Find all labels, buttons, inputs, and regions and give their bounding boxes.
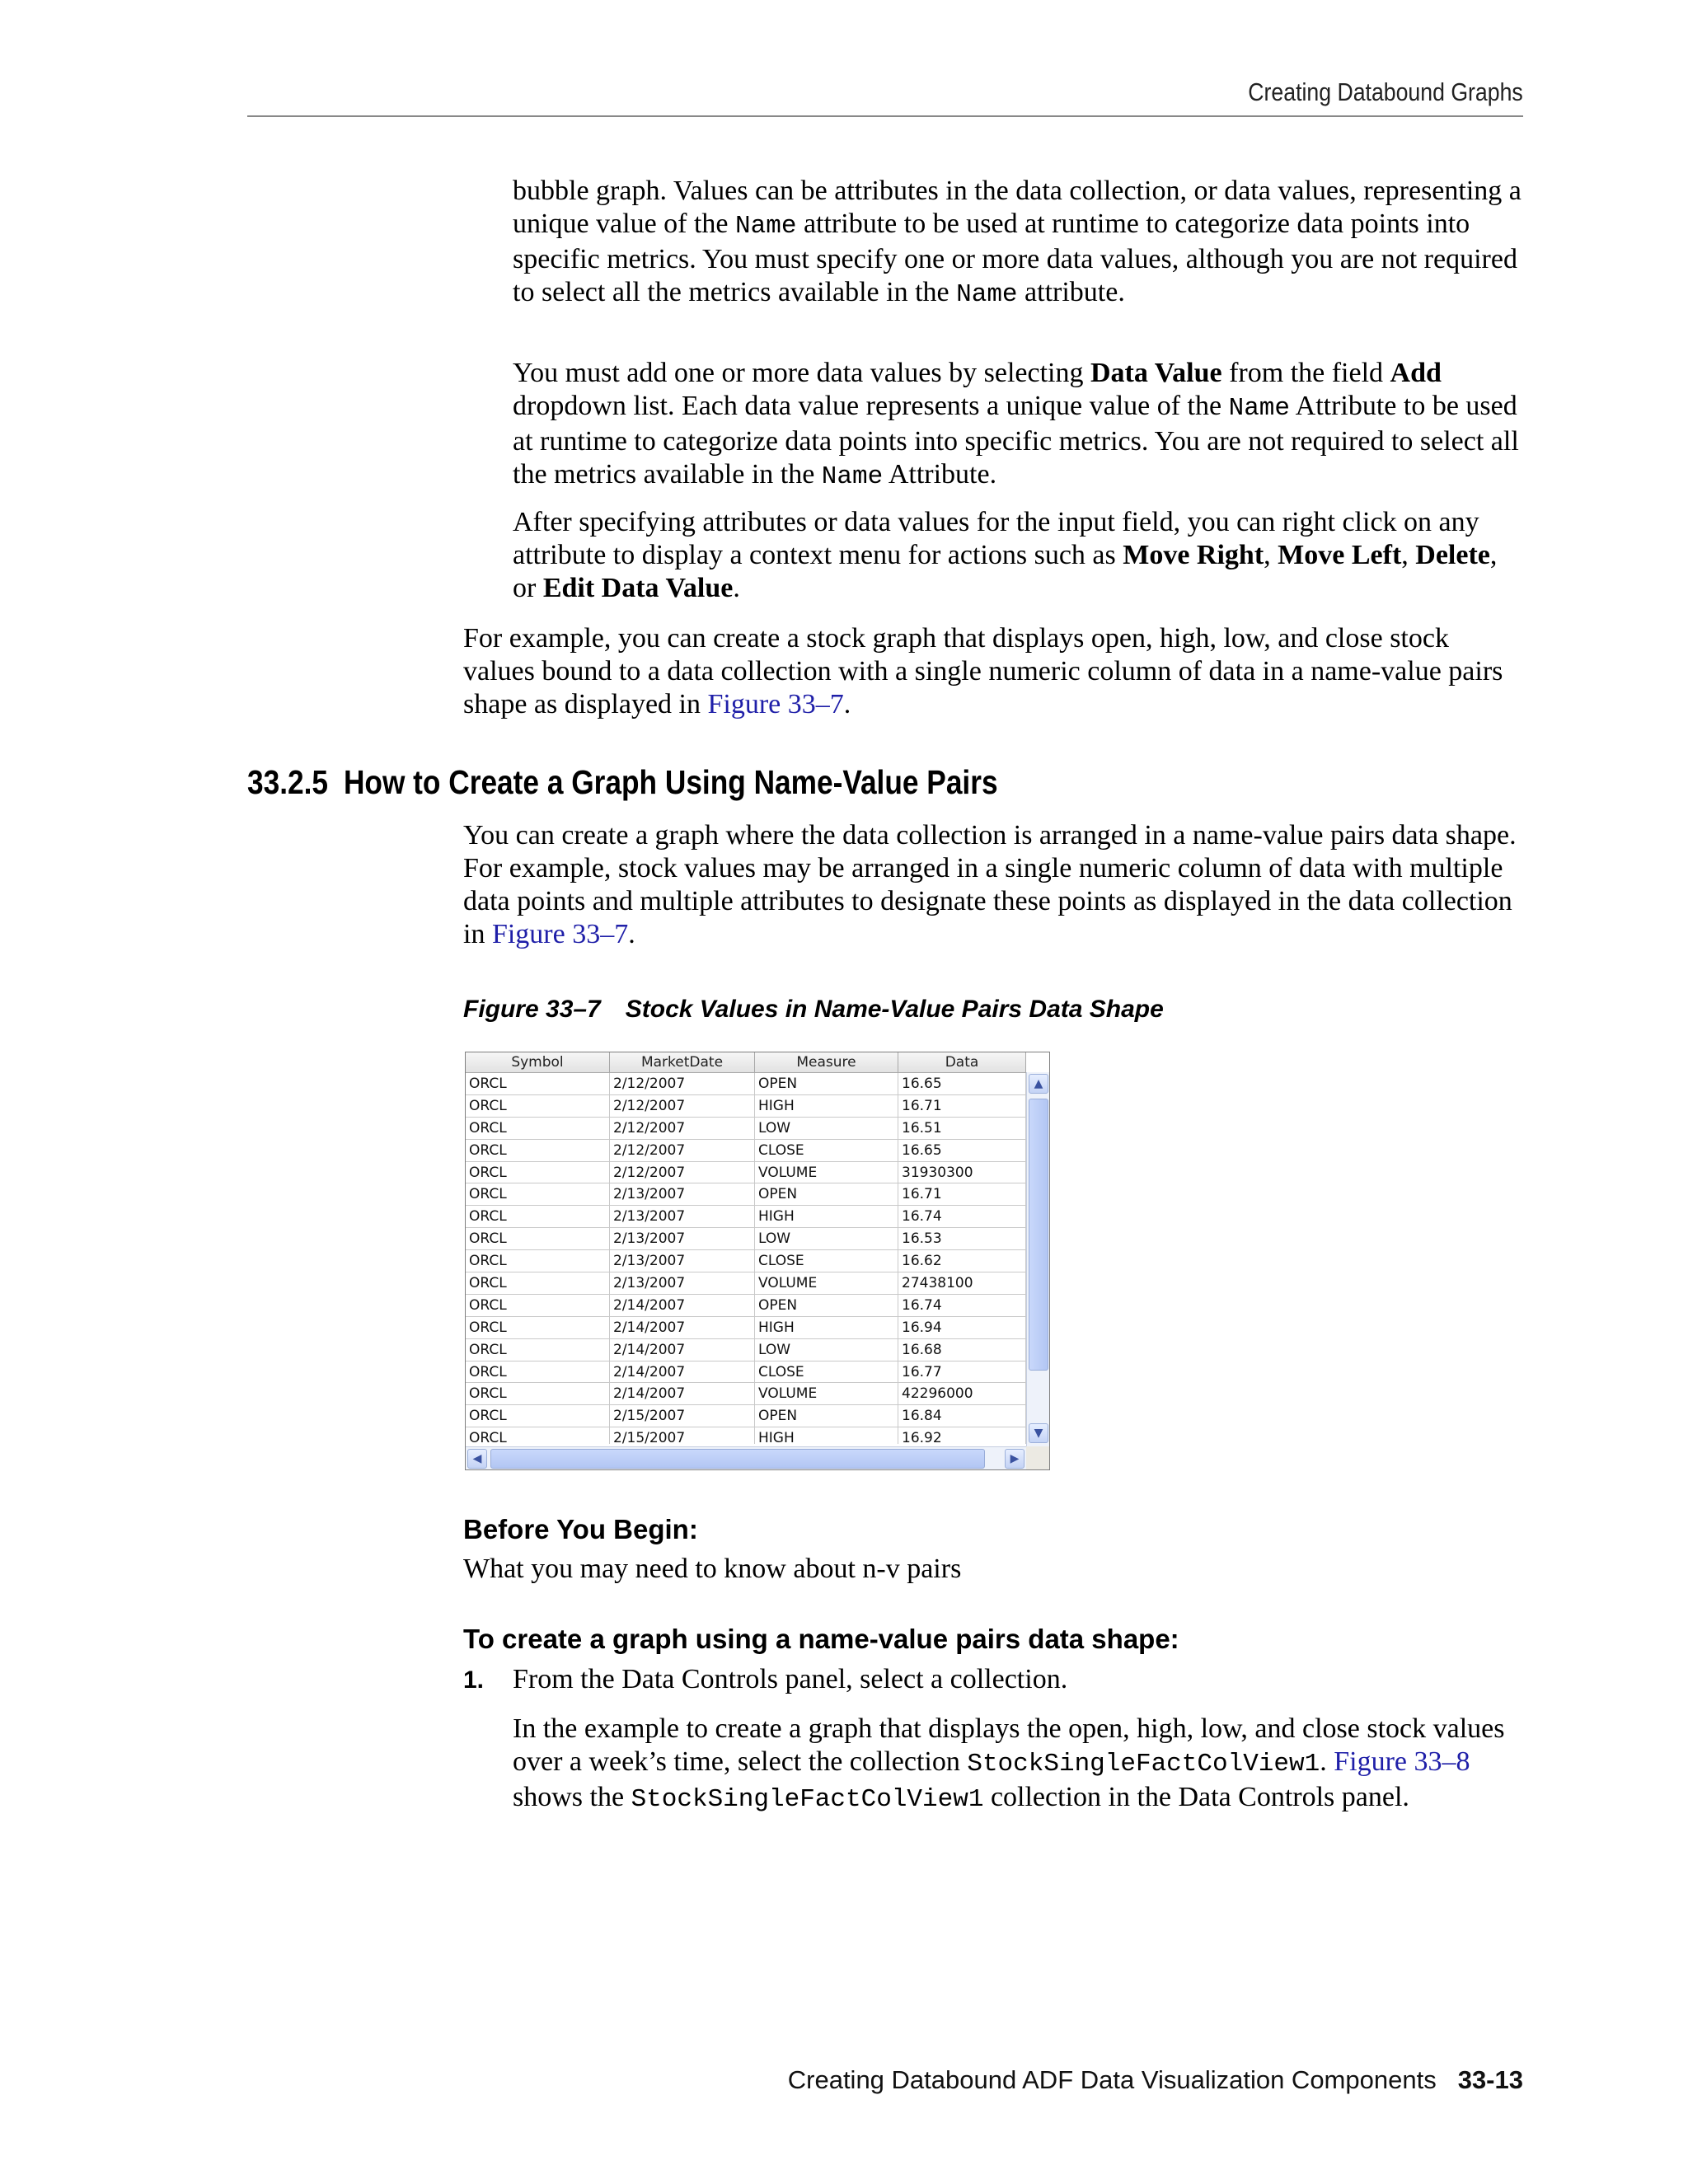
text-run: collection in the Data Controls panel. [983, 1782, 1409, 1812]
table-cell: 16.65 [898, 1140, 1026, 1161]
table-row[interactable] [466, 1162, 1026, 1184]
table-cell: ORCL [466, 1073, 610, 1094]
table-row[interactable] [466, 1250, 1026, 1272]
table-cell: CLOSE [755, 1250, 898, 1272]
table-cell: 16.74 [898, 1206, 1026, 1227]
text-run: You can create a graph where the data collection is arranged in a name-value pairs data shape. For example, stock values may be arranged in a single numeric column of data with multiple data points and multiple attributes to designate these points as displayed in the data collection in [463, 820, 1517, 949]
grid-body [466, 1073, 1026, 1444]
table-cell: 16.68 [898, 1339, 1026, 1361]
table-cell: 2/12/2007 [610, 1095, 755, 1117]
chevron-up-icon[interactable]: ▲ [1029, 1074, 1048, 1094]
table-cell: ORCL [466, 1272, 610, 1294]
table-cell: 16.74 [898, 1295, 1026, 1316]
table-row[interactable] [466, 1339, 1026, 1361]
section-number: 33.2.5 [247, 763, 329, 801]
scroll-thumb[interactable] [1029, 1099, 1048, 1371]
table-row[interactable] [466, 1140, 1026, 1162]
bold-term: Edit Data Value [542, 573, 734, 603]
table-cell: ORCL [466, 1317, 610, 1338]
bold-term: Move Left [1278, 540, 1402, 570]
table-cell: 2/13/2007 [610, 1272, 755, 1294]
text-run: attribute to be used at runtime to categorize data points into specific metrics. You must specify one or more data values, although you are not required to select all the metrics available in the [513, 209, 1517, 307]
table-cell: LOW [755, 1228, 898, 1249]
table-row[interactable] [466, 1295, 1026, 1317]
table-row[interactable] [466, 1427, 1026, 1444]
bold-term: Data Value [1090, 358, 1222, 388]
step-number: 1. [463, 1666, 485, 1694]
column-header-measure[interactable]: Measure [755, 1052, 898, 1072]
table-cell: 2/12/2007 [610, 1118, 755, 1139]
table-cell: LOW [755, 1339, 898, 1361]
text-run: , or [513, 540, 1498, 603]
table-cell: 2/14/2007 [610, 1317, 755, 1338]
table-cell: 16.77 [898, 1361, 1026, 1383]
table-cell: ORCL [466, 1162, 610, 1183]
vertical-scrollbar[interactable] [1026, 1072, 1050, 1446]
table-cell: ORCL [466, 1405, 610, 1427]
footer-title: Creating Databound ADF Data Visualization Components [787, 2065, 1437, 2094]
code-name: Name [1228, 394, 1291, 423]
table-cell: 2/14/2007 [610, 1383, 755, 1404]
text-run: bubble graph. Values can be attributes in the data collection, or data values, representing a unique value of the [513, 176, 1522, 239]
table-cell: 16.65 [898, 1073, 1026, 1094]
running-footer [788, 2065, 1523, 2095]
text-run: dropdown list. Each data value represents a unique value of the [513, 391, 1229, 421]
table-cell: CLOSE [755, 1140, 898, 1161]
bold-term: Delete [1415, 540, 1490, 570]
table-row[interactable] [466, 1405, 1026, 1427]
text-run: In the example to create a graph that displays the open, high, low, and close stock values over a week’s time, select the collection [513, 1713, 1505, 1777]
table-cell: ORCL [466, 1095, 610, 1117]
table-cell: ORCL [466, 1183, 610, 1205]
table-cell: ORCL [466, 1339, 610, 1361]
table-cell: ORCL [466, 1228, 610, 1249]
table-row[interactable] [466, 1183, 1026, 1206]
code-name: StockSingleFactColView1 [967, 1750, 1320, 1779]
figure-link[interactable]: Figure 33–8 [1334, 1746, 1470, 1777]
text-run: . [733, 573, 740, 603]
table-cell: 2/15/2007 [610, 1427, 755, 1444]
paragraph-intro-1 [513, 175, 1526, 312]
scroll-thumb[interactable] [490, 1449, 985, 1469]
table-cell: 2/14/2007 [610, 1361, 755, 1383]
paragraph-intro-4 [463, 622, 1526, 721]
horizontal-scrollbar[interactable] [466, 1446, 1026, 1470]
bold-term: Add [1390, 358, 1442, 388]
table-cell: ORCL [466, 1361, 610, 1383]
scrollbar-corner [1026, 1446, 1049, 1469]
figure-title: Stock Values in Name-Value Pairs Data Shape [625, 996, 1164, 1023]
section-title: How to Create a Graph Using Name-Value Pairs [343, 763, 998, 801]
paragraph-section-1 [463, 819, 1526, 951]
column-header-symbol[interactable]: Symbol [466, 1052, 610, 1072]
table-cell: CLOSE [755, 1361, 898, 1383]
table-row[interactable] [466, 1272, 1026, 1295]
table-cell: 27438100 [898, 1272, 1026, 1294]
table-cell: 16.71 [898, 1095, 1026, 1117]
table-cell: 16.84 [898, 1405, 1026, 1427]
section-heading [247, 763, 998, 802]
table-cell: 16.71 [898, 1183, 1026, 1205]
table-cell: 16.51 [898, 1118, 1026, 1139]
text-run: For example, you can create a stock graph that displays open, high, low, and close stock values bound to a data collection with a single numeric column of data in a name-value pairs shape as displayed in [463, 623, 1503, 719]
table-cell: 2/15/2007 [610, 1405, 755, 1427]
table-cell: ORCL [466, 1118, 610, 1139]
paragraph-intro-2 [513, 357, 1526, 494]
column-header-marketdate[interactable]: MarketDate [610, 1052, 755, 1072]
table-cell: ORCL [466, 1206, 610, 1227]
table-cell: 2/12/2007 [610, 1140, 755, 1161]
table-cell: HIGH [755, 1427, 898, 1444]
table-cell: VOLUME [755, 1162, 898, 1183]
figure-link[interactable]: Figure 33–7 [707, 689, 844, 719]
figure-link[interactable]: Figure 33–7 [491, 919, 629, 949]
before-you-begin-heading: Before You Begin: [463, 1514, 698, 1544]
running-header: Creating Databound Graphs [1248, 77, 1523, 106]
chevron-down-icon[interactable]: ▼ [1029, 1423, 1048, 1443]
table-cell: VOLUME [755, 1272, 898, 1294]
table-cell: 16.92 [898, 1427, 1026, 1444]
data-grid-screenshot [465, 1052, 1050, 1470]
step-text: From the Data Controls panel, select a collection. [513, 1664, 1068, 1694]
text-run: , [1401, 540, 1416, 570]
code-name: Name [821, 462, 884, 491]
table-row[interactable] [466, 1228, 1026, 1250]
text-run: shows the [513, 1782, 631, 1812]
table-cell: ORCL [466, 1295, 610, 1316]
figure-caption [463, 996, 1164, 1024]
code-name: Name [956, 280, 1018, 309]
bold-term: Move Right [1123, 540, 1264, 570]
table-cell: HIGH [755, 1095, 898, 1117]
text-run: , [1264, 540, 1278, 570]
table-cell: OPEN [755, 1183, 898, 1205]
code-name: Name [735, 212, 797, 241]
text-run: Attribute to be used at runtime to categorize data points into specific metrics. You are not required to select all the metrics available in the [513, 391, 1519, 490]
chevron-left-icon[interactable]: ◀ [467, 1449, 487, 1469]
table-cell: OPEN [755, 1073, 898, 1094]
table-cell: 2/13/2007 [610, 1250, 755, 1272]
code-name: StockSingleFactColView1 [631, 1785, 984, 1814]
table-cell: ORCL [466, 1250, 610, 1272]
table-cell: ORCL [466, 1140, 610, 1161]
table-row[interactable] [466, 1206, 1026, 1228]
table-cell: ORCL [466, 1427, 610, 1444]
header-rule [247, 115, 1523, 117]
table-cell: LOW [755, 1118, 898, 1139]
table-row[interactable] [466, 1073, 1026, 1095]
table-row[interactable] [466, 1095, 1026, 1118]
table-cell: HIGH [755, 1206, 898, 1227]
table-cell: 2/13/2007 [610, 1228, 755, 1249]
text-run: . [843, 689, 851, 719]
table-cell: 2/13/2007 [610, 1183, 755, 1205]
grid-header-row [466, 1052, 1026, 1073]
table-cell: HIGH [755, 1317, 898, 1338]
text-run: After specifying attributes or data values for the input field, you can right click on any attribute to display a context menu for actions such as [513, 507, 1479, 570]
table-cell: 16.94 [898, 1317, 1026, 1338]
table-row[interactable] [466, 1361, 1026, 1384]
figure-number: Figure 33–7 [463, 996, 601, 1023]
table-cell: ORCL [466, 1383, 610, 1404]
table-cell: 16.53 [898, 1228, 1026, 1249]
paragraph-intro-3 [513, 506, 1526, 605]
before-you-begin-text: What you may need to know about n-v pairs [463, 1554, 962, 1584]
table-cell: 31930300 [898, 1162, 1026, 1183]
column-header-data[interactable]: Data [898, 1052, 1026, 1072]
table-cell: OPEN [755, 1295, 898, 1316]
table-cell: 2/14/2007 [610, 1339, 755, 1361]
procedure-heading: To create a graph using a name-value pairs data shape: [463, 1624, 1179, 1654]
table-row[interactable] [466, 1118, 1026, 1140]
table-cell: 2/12/2007 [610, 1162, 755, 1183]
text-run: . [1320, 1746, 1334, 1777]
text-run: attribute. [1017, 277, 1125, 307]
table-cell: VOLUME [755, 1383, 898, 1404]
chevron-right-icon[interactable]: ▶ [1005, 1449, 1025, 1469]
table-row[interactable] [466, 1383, 1026, 1405]
text-run: Attribute. [883, 459, 997, 490]
table-cell: 16.62 [898, 1250, 1026, 1272]
text-run: You must add one or more data values by selecting [513, 358, 1090, 388]
page-number: 33-13 [1457, 2065, 1523, 2094]
table-row[interactable] [466, 1317, 1026, 1339]
table-cell: 42296000 [898, 1383, 1026, 1404]
step-detail [513, 1713, 1526, 1816]
table-cell: 2/13/2007 [610, 1206, 755, 1227]
table-cell: 2/12/2007 [610, 1073, 755, 1094]
table-cell: OPEN [755, 1405, 898, 1427]
text-run: from the field [1221, 358, 1390, 388]
text-run: . [628, 919, 635, 949]
table-cell: 2/14/2007 [610, 1295, 755, 1316]
